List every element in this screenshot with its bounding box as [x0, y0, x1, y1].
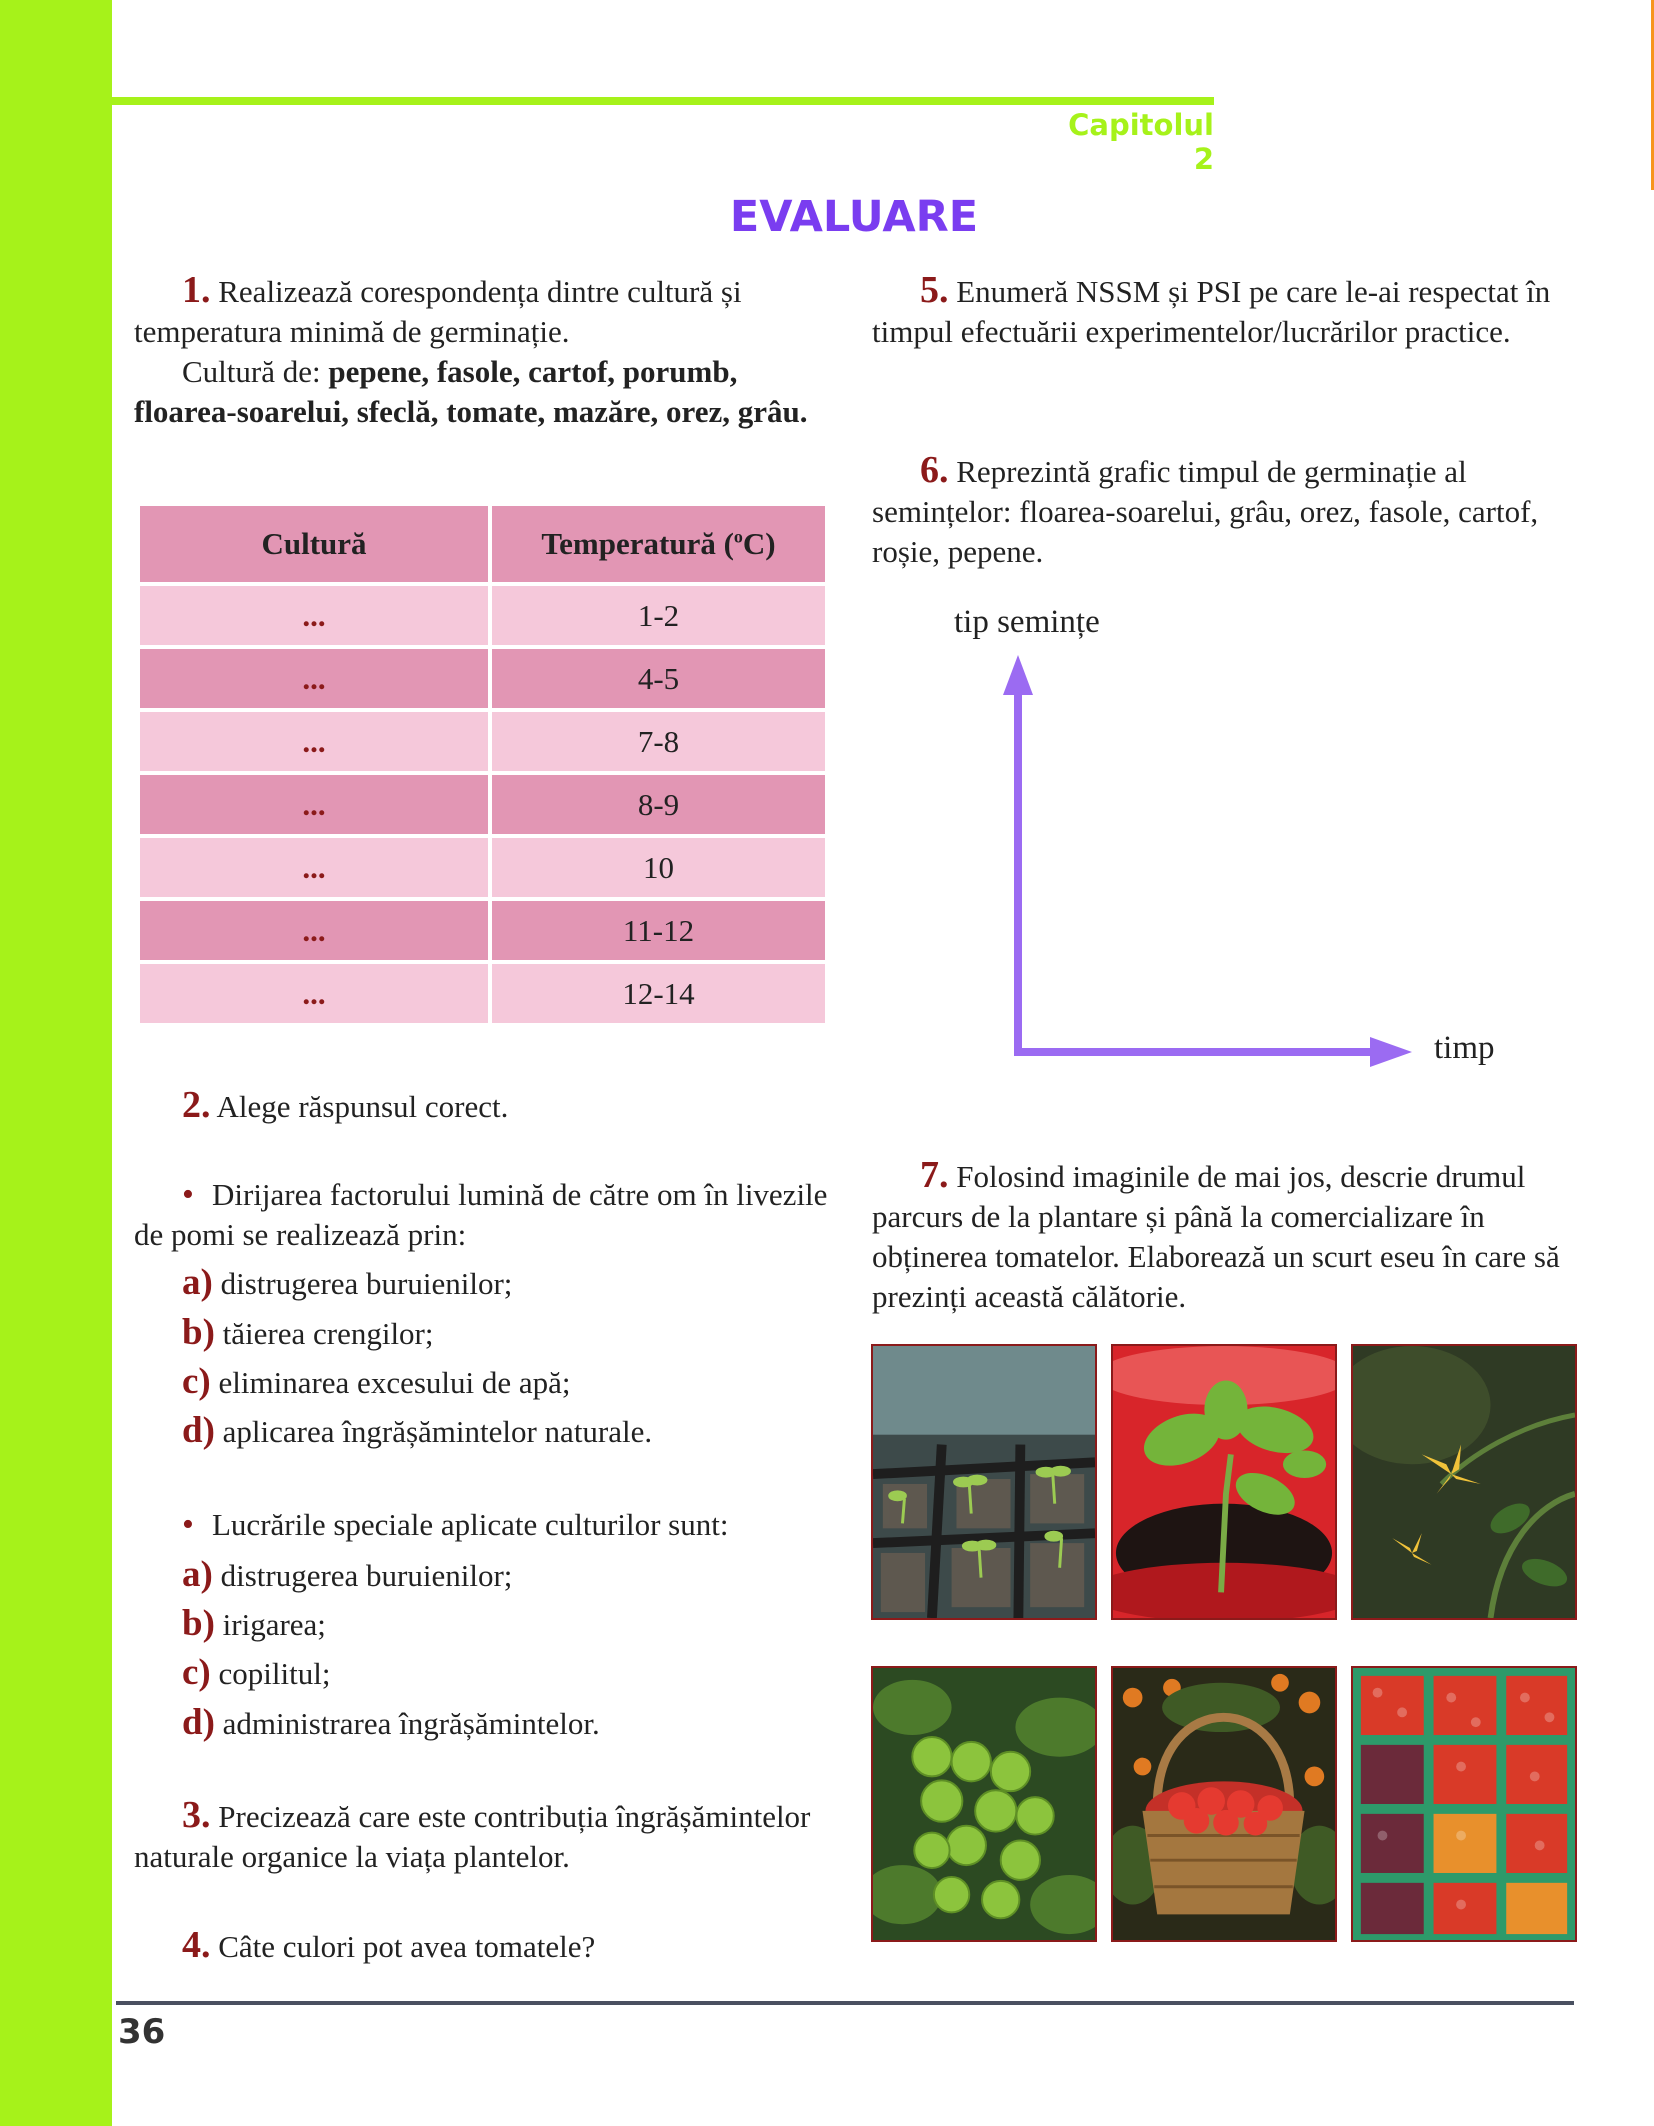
question-7-text: Folosind imaginile de mai jos, descrie drumul parcurs de la plantare și până la comercializare în obținerea tomatelor. Elaborează un scurt eseu în care să prezinți această călătorie.: [872, 1159, 1560, 1314]
question-2-part-1: • Dirijarea factorului lumină de către om în livezile de pomi se realizează prin:: [134, 1176, 828, 1252]
answer-option[interactable]: a) distrugerea buruienilor;: [182, 1262, 513, 1303]
question-5: [872, 270, 1587, 352]
y-axis-arrow: [1003, 655, 1033, 695]
crops-intro: Cultură de:: [182, 354, 321, 389]
table-header-temperature: Temperatură ($^o$C): [492, 506, 825, 582]
photo-tomato-flower: [1351, 1344, 1577, 1620]
blank-graph-axes: [990, 650, 1420, 1070]
header-rule: [112, 97, 1214, 105]
question-2-text: Alege răspunsul corect.: [216, 1089, 509, 1124]
footer-rule: [116, 2001, 1574, 2005]
question-4-number: 4.: [182, 1924, 211, 1966]
question-7: [872, 1155, 1587, 1317]
crops-list: pepene, fasole, cartof, porumb, floarea-soarelui, sfeclă, tomate, mazăre, orez, grâu.: [134, 354, 808, 429]
question-1: [134, 270, 834, 432]
photo-tomato-market-crates: [1351, 1666, 1577, 1942]
page-number: 36: [118, 2012, 166, 2052]
question-6-number: 6.: [920, 449, 949, 491]
question-2: [134, 1085, 834, 1127]
left-sidebar-stripe: [0, 0, 112, 2126]
table-row: ... 8-9: [140, 775, 825, 834]
question-1-text: Realizează corespondența dintre cultură și temperatura minimă de germinație.: [134, 274, 742, 349]
answer-option[interactable]: d) administrarea îngrășămintelor.: [182, 1702, 600, 1743]
answer-option[interactable]: d) aplicarea îngrășămintelor naturale.: [182, 1410, 653, 1451]
question-7-number: 7.: [920, 1154, 949, 1196]
question-3-text: Precizează care este contribuția îngrășămintelor naturale organice la viața plantelor.: [134, 1799, 811, 1874]
question-2-part-2-text: Lucrările speciale aplicate culturilor sunt:: [212, 1507, 729, 1542]
x-axis-arrow: [1370, 1037, 1412, 1067]
photo-seedling-trays: [871, 1344, 1097, 1620]
table-row: ... 1-2: [140, 586, 825, 645]
photo-tomato-seedling-pot: [1111, 1344, 1337, 1620]
question-2-number: 2.: [182, 1084, 211, 1126]
table-row: ... 4-5: [140, 649, 825, 708]
answer-option[interactable]: b) tăierea crengilor;: [182, 1312, 434, 1353]
answer-option[interactable]: b) irigarea;: [182, 1603, 326, 1644]
table-header-culture: Cultură: [140, 506, 488, 582]
table-row: ... 7-8: [140, 712, 825, 771]
culture-temperature-table: [136, 502, 829, 1027]
question-2-part-1-text: Dirijarea factorului lumină de către om în livezile de pomi se realizează prin:: [134, 1177, 828, 1252]
question-5-text: Enumeră NSSM și PSI pe care le-ai respectat în timpul efectuării experimentelor/lucrărilor practice.: [872, 274, 1551, 349]
answer-option[interactable]: c) eliminarea excesului de apă;: [182, 1361, 571, 1402]
x-axis-label: timp: [1434, 1030, 1495, 1066]
question-5-number: 5.: [920, 269, 949, 311]
question-3-number: 3.: [182, 1794, 211, 1836]
question-6: [872, 450, 1587, 572]
answer-option[interactable]: a) distrugerea buruienilor;: [182, 1554, 513, 1595]
question-4: [134, 1925, 834, 1967]
question-2-part-2: • Lucrările speciale aplicate culturilor sunt:: [182, 1506, 729, 1543]
question-1-number: 1.: [182, 269, 211, 311]
photo-green-tomatoes: [871, 1666, 1097, 1942]
question-6-text: Reprezintă grafic timpul de germinație al semințelor: floarea-soarelui, grâu, orez, fasole, cartof, roșie, pepene.: [872, 454, 1539, 569]
table-row: ... 11-12: [140, 901, 825, 960]
question-4-text: Câte culori pot avea tomatele?: [218, 1929, 596, 1964]
question-3: [134, 1795, 854, 1877]
chapter-label: Capitolul 2: [1068, 108, 1214, 176]
page-title: EVALUARE: [729, 192, 979, 242]
table-row: ... 12-14: [140, 964, 825, 1023]
y-axis-label: tip semințe: [954, 604, 1100, 640]
photo-tomato-basket: [1111, 1666, 1337, 1942]
table-row: ... 10: [140, 838, 825, 897]
answer-option[interactable]: c) copilitul;: [182, 1652, 331, 1693]
